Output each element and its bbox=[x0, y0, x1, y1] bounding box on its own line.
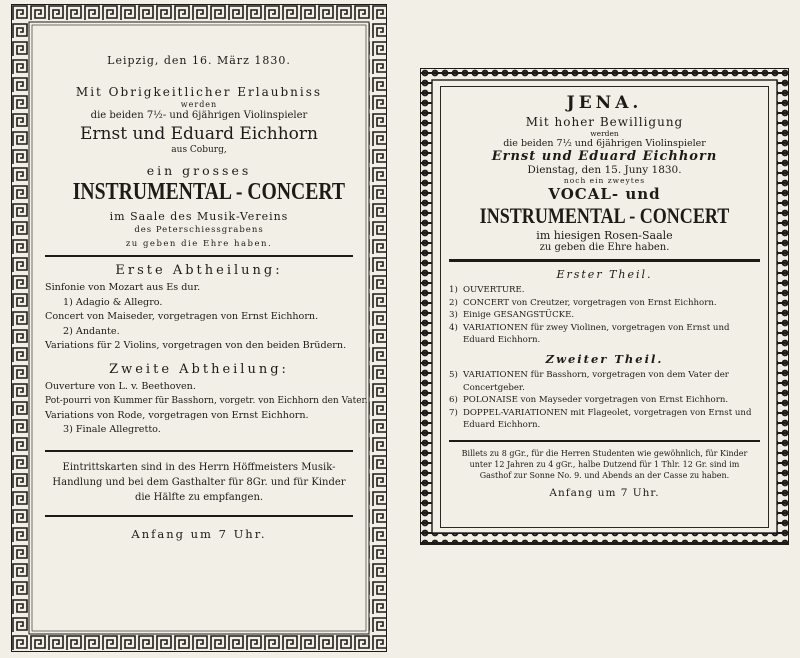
program-item: 6) POLONAISE von Mayseder vorgetragen von Ernst Eichhorn. bbox=[449, 395, 729, 406]
divider bbox=[449, 259, 760, 262]
werden-line: werden bbox=[590, 129, 619, 138]
origin-line: aus Coburg, bbox=[171, 145, 227, 155]
honor-line: zu geben die Ehre haben. bbox=[125, 239, 273, 249]
program-item: 3) Finale Allegretto. bbox=[63, 424, 161, 435]
tickets-notice: Billets zu 8 gGr., für die Herren Studenten wie gewöhnlich, für Kinder unter 12 Jahren zu 4 gGr., halbe Dutzend für 1 Thlr. 12 Gr. sind im Gasthof zur Sonne No. 9. und Abends an der Casse zu haben. bbox=[461, 448, 748, 480]
permission-line: Mit hoher Bewilligung bbox=[525, 115, 684, 129]
program-item: Ouverture von L. v. Beethoven. bbox=[45, 380, 196, 392]
divider bbox=[449, 440, 760, 442]
program-item: 4) VARIATIONEN für zwey Violinen, vorgetragen von Ernst und Eduard Eichhorn. bbox=[449, 322, 730, 346]
leipzig-poster-body bbox=[35, 26, 368, 626]
divider bbox=[45, 515, 353, 517]
performers-names: Ernst und Eduard Eichhorn bbox=[80, 124, 318, 144]
program-item: Variations für 2 Violins, vorgetragen von den beiden Brüdern. bbox=[45, 340, 347, 351]
part1-heading: Erste Abtheilung: bbox=[115, 263, 283, 278]
program-item: Pot-pourri von Kummer für Basshorn, vorgetr. von Eichhorn den Vater. bbox=[45, 396, 368, 406]
leipzig-concert-poster bbox=[11, 4, 387, 652]
program-item: Concert von Maiseder, vorgetragen von Ernst Eichhorn. bbox=[45, 311, 319, 322]
program-item: 1) Adagio & Allegro. bbox=[63, 296, 163, 308]
second-concert-line: noch ein zweytes bbox=[563, 176, 646, 185]
venue-subline: des Peterschiessgrabens bbox=[134, 225, 264, 235]
part1-heading: Erster Theil. bbox=[556, 268, 653, 281]
part2-program bbox=[449, 369, 760, 432]
program-item: 3) Einige GESANGSTÜCKE. bbox=[449, 310, 575, 321]
venue-line: im Saale des Musik-Vereins bbox=[109, 210, 289, 223]
city-heading: JENA. bbox=[566, 93, 643, 113]
start-time: Anfang um 7 Uhr. bbox=[549, 486, 660, 499]
program-item: Sinfonie von Mozart aus Es dur. bbox=[45, 282, 201, 293]
date-line: Leipzig, den 16. März 1830. bbox=[107, 54, 291, 67]
jena-concert-poster bbox=[420, 68, 789, 545]
jena-poster-body bbox=[440, 86, 769, 528]
werden-line: werden bbox=[180, 100, 218, 109]
venue-line: im hiesigen Rosen-Saale bbox=[536, 229, 673, 242]
ein-grosses-line: ein grosses bbox=[146, 163, 252, 178]
program-item: 1) OUVERTURE. bbox=[449, 285, 525, 295]
program-item: 2) CONCERT von Creutzer, vorgetragen von Ernst Eichhorn. bbox=[449, 297, 717, 308]
divider bbox=[45, 255, 353, 257]
permission-line: Mit Obrigkeitlicher Erlaubniss bbox=[75, 85, 323, 99]
program-item: 2) Andante. bbox=[63, 325, 120, 337]
start-time: Anfang um 7 Uhr. bbox=[131, 526, 267, 541]
program-item: Variations von Rode, vorgetragen von Ernst Eichhorn. bbox=[45, 409, 309, 421]
performers-description: die beiden 7½- und 6jährigen Violinspieler bbox=[90, 110, 308, 121]
performers-names: Ernst und Eduard Eichhorn bbox=[491, 149, 718, 164]
date-line: Dienstag, den 15. Juny 1830. bbox=[527, 164, 682, 176]
concert-title: INSTRUMENTAL - CONCERT bbox=[479, 203, 730, 228]
part1-program bbox=[449, 284, 760, 347]
divider bbox=[45, 450, 353, 452]
vocal-title: VOCAL- und bbox=[548, 185, 661, 203]
performers-description: die beiden 7½ und 6jährigen Violinspieler bbox=[503, 138, 706, 149]
tickets-notice: Eintrittskarten sind in des Herrn Höffmeisters Musik-Handlung und bei dem Gasthalter für 8Gr. und für Kinder die Hälfte zu empfangen. bbox=[52, 461, 346, 503]
part2-heading: Zweite Abtheilung: bbox=[109, 361, 289, 377]
concert-title: INSTRUMENTAL - CONCERT bbox=[72, 179, 346, 205]
program-item: 5) VARIATIONEN für Basshorn, vorgetragen von dem Vater der Concertgeber. bbox=[449, 369, 729, 393]
part2-heading: Zweiter Theil. bbox=[545, 351, 664, 366]
program-item: 7) DOPPEL-VARIATIONEN mit Flageolet, vorgetragen von Ernst und Eduard Eichhorn. bbox=[449, 407, 752, 431]
honor-line: zu geben die Ehre haben. bbox=[539, 242, 670, 253]
